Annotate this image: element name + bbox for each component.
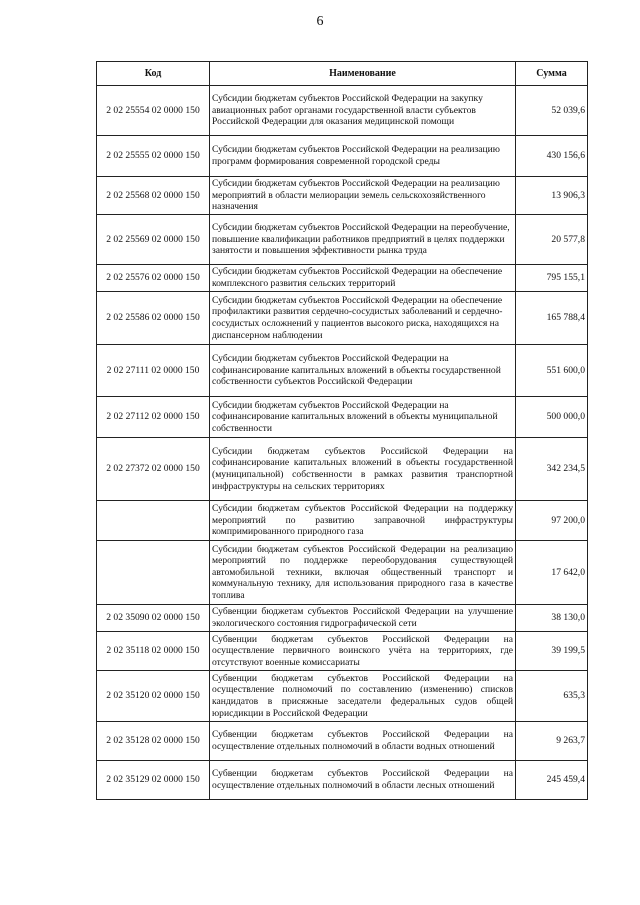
header-row (97, 62, 588, 86)
row-code: 2 02 35129 02 0000 150 (97, 761, 210, 800)
row-code: 2 02 25568 02 0000 150 (97, 177, 210, 215)
table-row (97, 761, 588, 800)
row-sum: 430 156,6 (516, 136, 588, 177)
row-name: Субсидии бюджетам субъектов Российской Федерации на поддержку мероприятий по развитию заправочной инфраструктуры компримированного природного газа (210, 501, 516, 541)
row-sum: 17 642,0 (516, 541, 588, 605)
row-code: 2 02 35118 02 0000 150 (97, 632, 210, 671)
row-code (97, 541, 210, 605)
row-name: Субвенции бюджетам субъектов Российской Федерации на осуществление первичного воинского учёта на территориях, где отсутствуют военные комиссариаты (210, 632, 516, 671)
table-row (97, 438, 588, 501)
budget-table (96, 61, 588, 800)
row-code: 2 02 25576 02 0000 150 (97, 265, 210, 292)
row-code: 2 02 25569 02 0000 150 (97, 215, 210, 265)
table-row (97, 671, 588, 722)
row-name: Субсидии бюджетам субъектов Российской Федерации на реализацию программ формирования современной городской среды (210, 136, 516, 177)
row-name: Субвенции бюджетам субъектов Российской Федерации на осуществление отдельных полномочий в области водных отношений (210, 722, 516, 761)
row-code: 2 02 35128 02 0000 150 (97, 722, 210, 761)
row-sum: 38 130,0 (516, 605, 588, 632)
table-row (97, 265, 588, 292)
row-name: Субсидии бюджетам субъектов Российской Федерации на реализацию мероприятий в области мелиорации земель сельскохозяйственного назначения (210, 177, 516, 215)
row-sum: 165 788,4 (516, 292, 588, 345)
table-row (97, 177, 588, 215)
page-number: 6 (316, 14, 324, 29)
row-sum: 245 459,4 (516, 761, 588, 800)
row-sum: 635,3 (516, 671, 588, 722)
header-name: Наименование (210, 62, 516, 86)
table-row (97, 541, 588, 605)
row-sum: 500 000,0 (516, 397, 588, 438)
row-sum: 52 039,6 (516, 86, 588, 136)
table-row (97, 292, 588, 345)
row-name: Субсидии бюджетам субъектов Российской Федерации на софинансирование капитальных вложений в объекты государственной собственности субъектов Российской Федерации (210, 345, 516, 397)
table-header (97, 62, 588, 86)
table-row (97, 501, 588, 541)
header-sum: Сумма (516, 62, 588, 86)
row-name: Субсидии бюджетам субъектов Российской Федерации на софинансирование капитальных вложений в объекты муниципальной собственности (210, 397, 516, 438)
row-name: Субсидии бюджетам субъектов Российской Федерации на переобучение, повышение квалификации работников предприятий в целях поддержки занятости и повышения эффективности рынка труда (210, 215, 516, 265)
table-row (97, 632, 588, 671)
row-code: 2 02 27372 02 0000 150 (97, 438, 210, 501)
table-row (97, 605, 588, 632)
table-row (97, 215, 588, 265)
row-sum: 20 577,8 (516, 215, 588, 265)
row-code: 2 02 25555 02 0000 150 (97, 136, 210, 177)
row-name: Субвенции бюджетам субъектов Российской Федерации на улучшение экологического состояния гидрографической сети (210, 605, 516, 632)
row-code: 2 02 25586 02 0000 150 (97, 292, 210, 345)
table-row (97, 86, 588, 136)
row-name: Субсидии бюджетам субъектов Российской Федерации на софинансирование капитальных вложений в объекты государственной (муниципальной) собственности в рамках развития транспортной инфраструктуры на сельских территориях (210, 438, 516, 501)
table-row (97, 397, 588, 438)
table-row (97, 345, 588, 397)
row-name: Субсидии бюджетам субъектов Российской Федерации на реализацию мероприятий по поддержке переоборудования существующей автомобильной техники, включая общественный транспорт и коммунальную технику, для использования природного газа в качестве топлива (210, 541, 516, 605)
row-sum: 342 234,5 (516, 438, 588, 501)
row-code: 2 02 27112 02 0000 150 (97, 397, 210, 438)
table-row (97, 722, 588, 761)
row-name: Субвенции бюджетам субъектов Российской Федерации на осуществление полномочий по составлению (изменению) списков кандидатов в присяжные заседатели федеральных судов общей юрисдикции в Российской Федерации (210, 671, 516, 722)
row-sum: 9 263,7 (516, 722, 588, 761)
row-name: Субсидии бюджетам субъектов Российской Федерации на обеспечение комплексного развития сельских территорий (210, 265, 516, 292)
row-sum: 795 155,1 (516, 265, 588, 292)
row-name: Субвенции бюджетам субъектов Российской Федерации на осуществление отдельных полномочий в области лесных отношений (210, 761, 516, 800)
row-sum: 97 200,0 (516, 501, 588, 541)
row-code: 2 02 25554 02 0000 150 (97, 86, 210, 136)
row-sum: 13 906,3 (516, 177, 588, 215)
row-name: Субсидии бюджетам субъектов Российской Федерации на обеспечение профилактики развития сердечно-сосудистых заболеваний и сердечно-сосудистых осложнений у пациентов высокого риска, находящихся на диспансерном наблюдении (210, 292, 516, 345)
row-code: 2 02 35090 02 0000 150 (97, 605, 210, 632)
row-sum: 39 199,5 (516, 632, 588, 671)
header-code: Код (97, 62, 210, 86)
row-sum: 551 600,0 (516, 345, 588, 397)
table-body (97, 86, 588, 800)
row-code: 2 02 27111 02 0000 150 (97, 345, 210, 397)
table-row (97, 136, 588, 177)
row-code: 2 02 35120 02 0000 150 (97, 671, 210, 722)
row-name: Субсидии бюджетам субъектов Российской Федерации на закупку авиационных работ органами государственной власти субъектов Российской Федерации для оказания медицинской помощи (210, 86, 516, 136)
row-code (97, 501, 210, 541)
